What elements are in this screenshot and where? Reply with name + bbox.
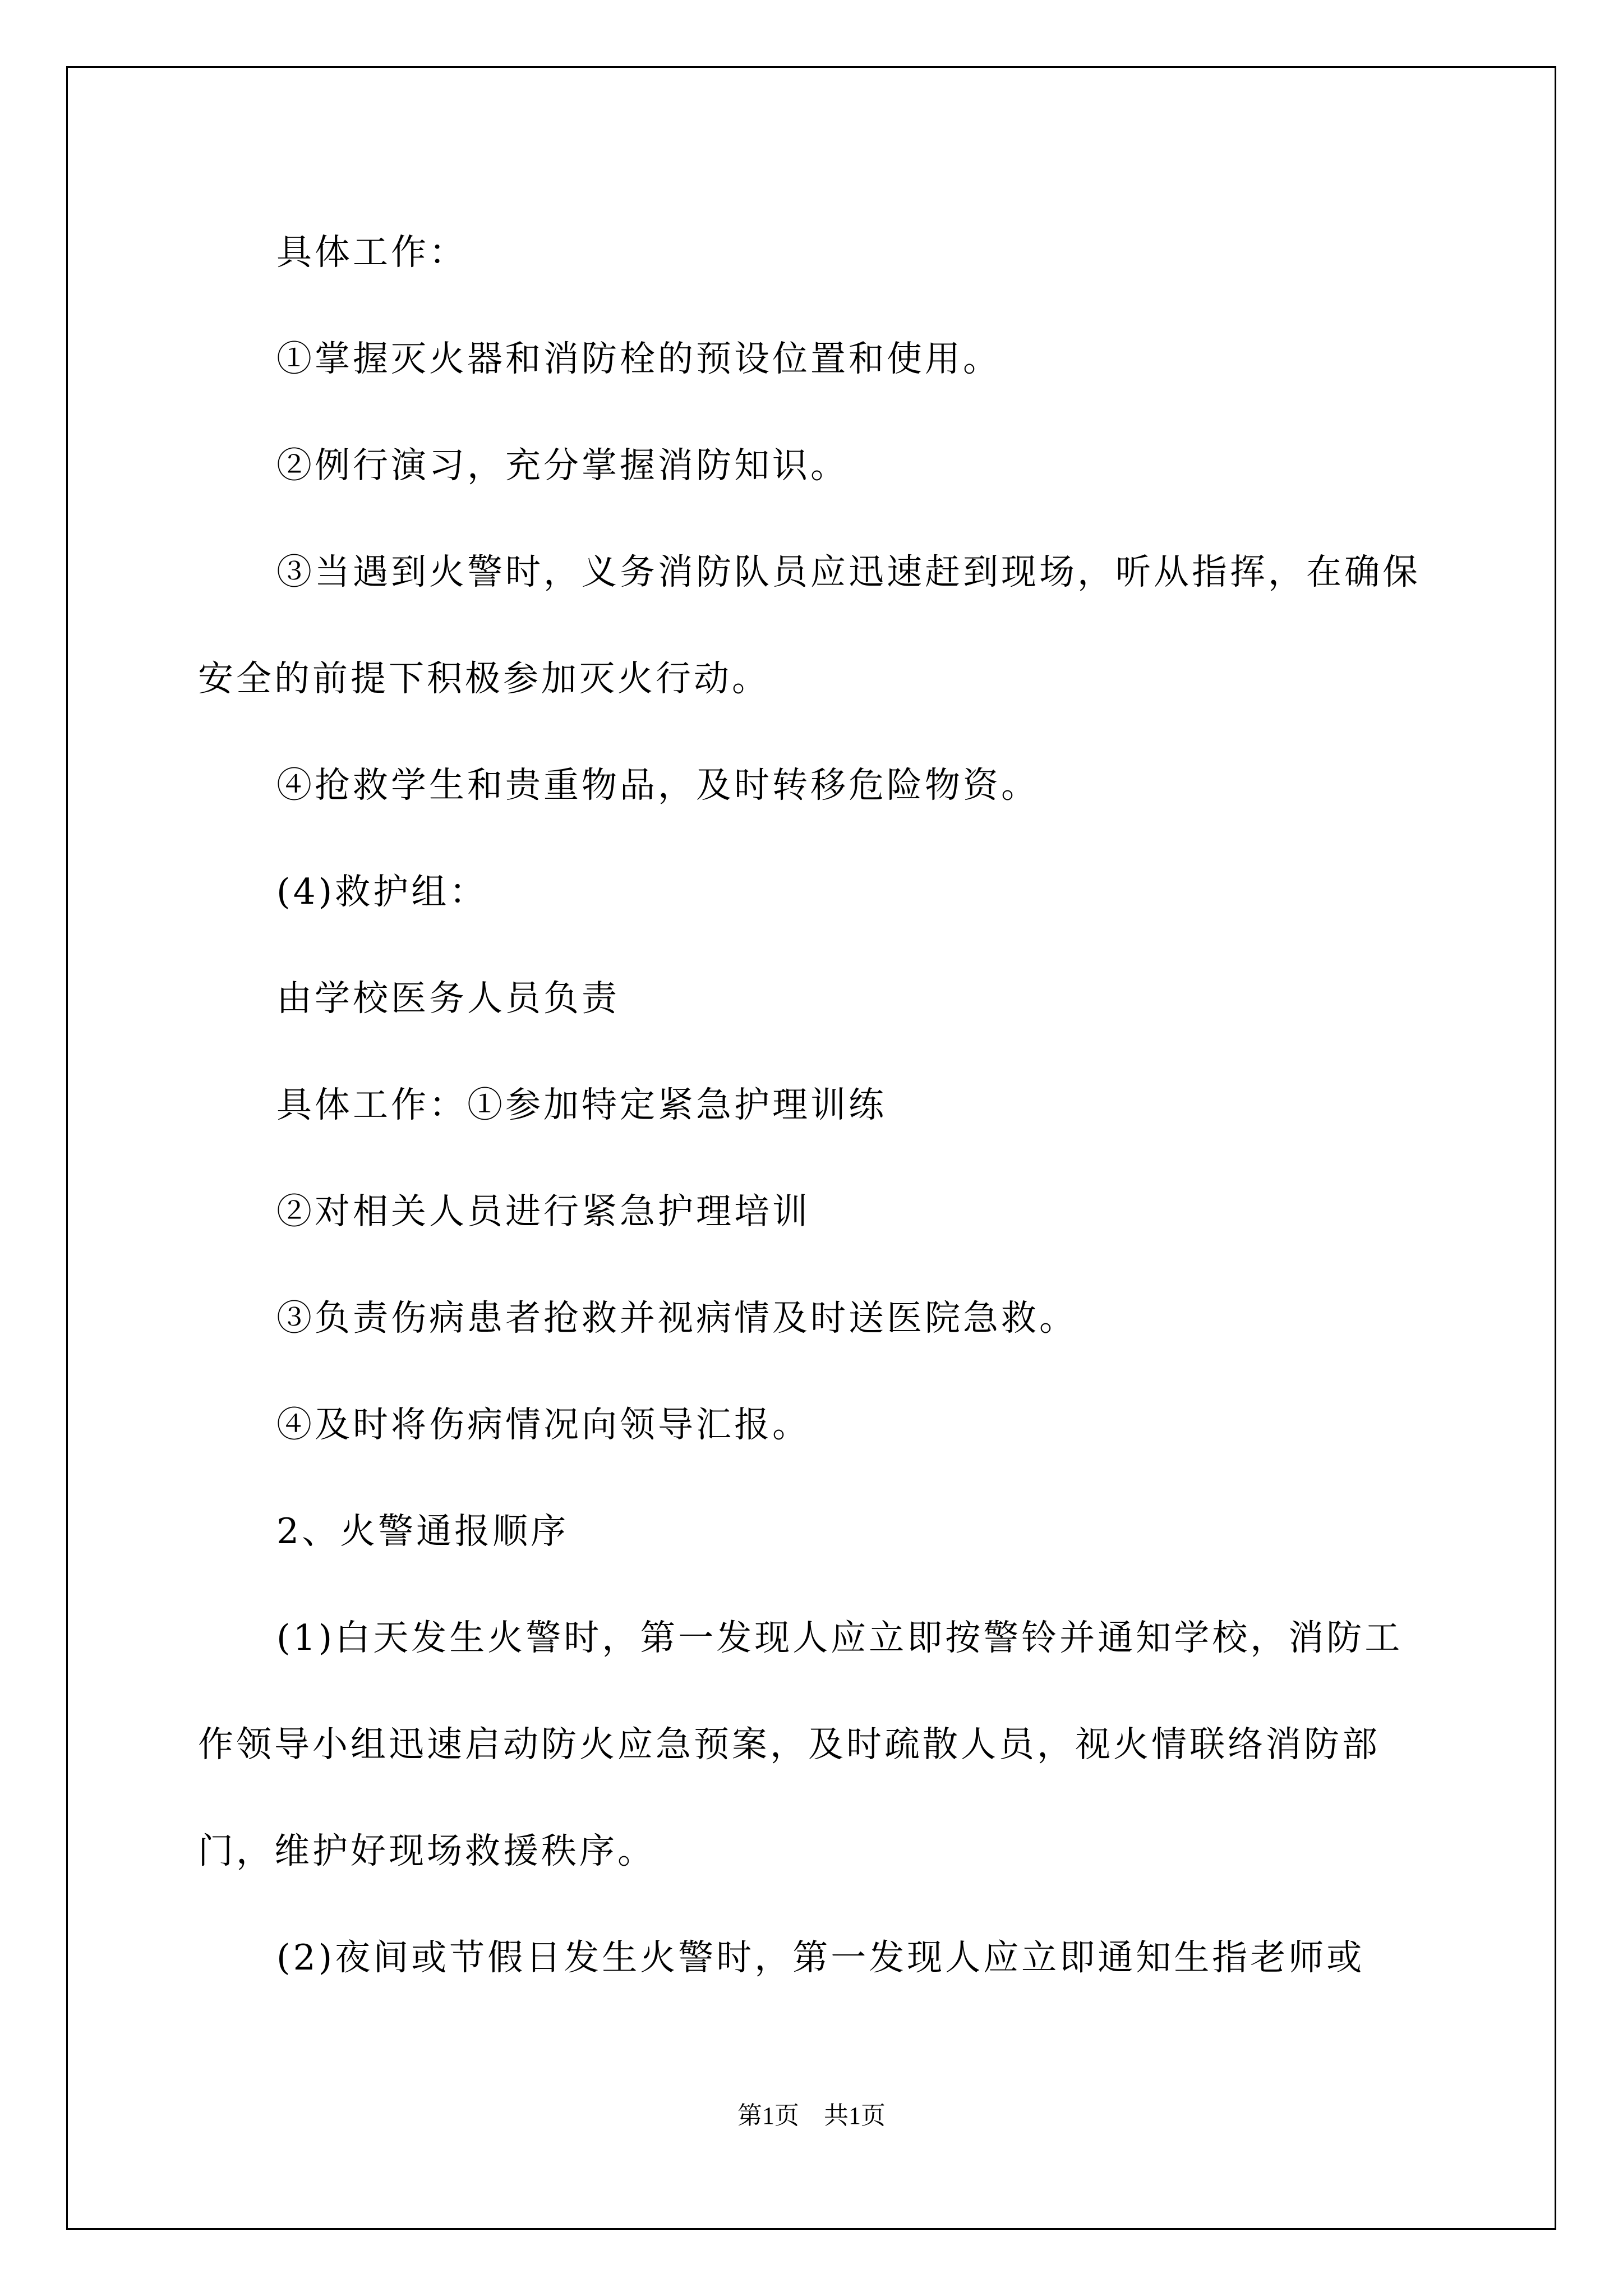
paragraph-1: 具体工作：	[276, 232, 467, 273]
paragraph-9: ②对相关人员进行紧急护理培训	[276, 1191, 810, 1232]
paragraph-6: (4)救护组：	[276, 871, 488, 912]
paragraph-13: (1)白天发生火警时，第一发现人应立即按警铃并通知学校，消防工作领导小组迅速启动防火应急预案，及时疏散人员，视火情联络消防部门，维护好现场救援秩序。	[198, 1617, 1403, 1871]
paragraph-2: ①掌握灭火器和消防栓的预设位置和使用。	[276, 338, 1001, 379]
paragraph-8: 具体工作：①参加特定紧急护理训练	[276, 1084, 887, 1125]
paragraph-3: ②例行演习，充分掌握消防知识。	[276, 445, 849, 486]
paragraph-4: ③当遇到火警时，义务消防队员应迅速赶到现场，听从指挥，在确保安全的前提下积极参加灭火行动。	[198, 551, 1421, 699]
paragraph-7: 由学校医务人员负责	[276, 978, 620, 1019]
paragraph-11: ④及时将伤病情况向领导汇报。	[276, 1404, 810, 1445]
paragraph-12: 2、火警通报顺序	[276, 1511, 569, 1552]
paragraph-10: ③负责伤病患者抢救并视病情及时送医院急救。	[276, 1297, 1077, 1338]
paragraph-14: (2)夜间或节假日发生火警时，第一发现人应立即通知生指老师或	[276, 1937, 1365, 1978]
page-footer: 第1页 共1页	[737, 2102, 886, 2129]
paragraph-5: ④抢救学生和贵重物品，及时转移危险物资。	[276, 765, 1039, 806]
